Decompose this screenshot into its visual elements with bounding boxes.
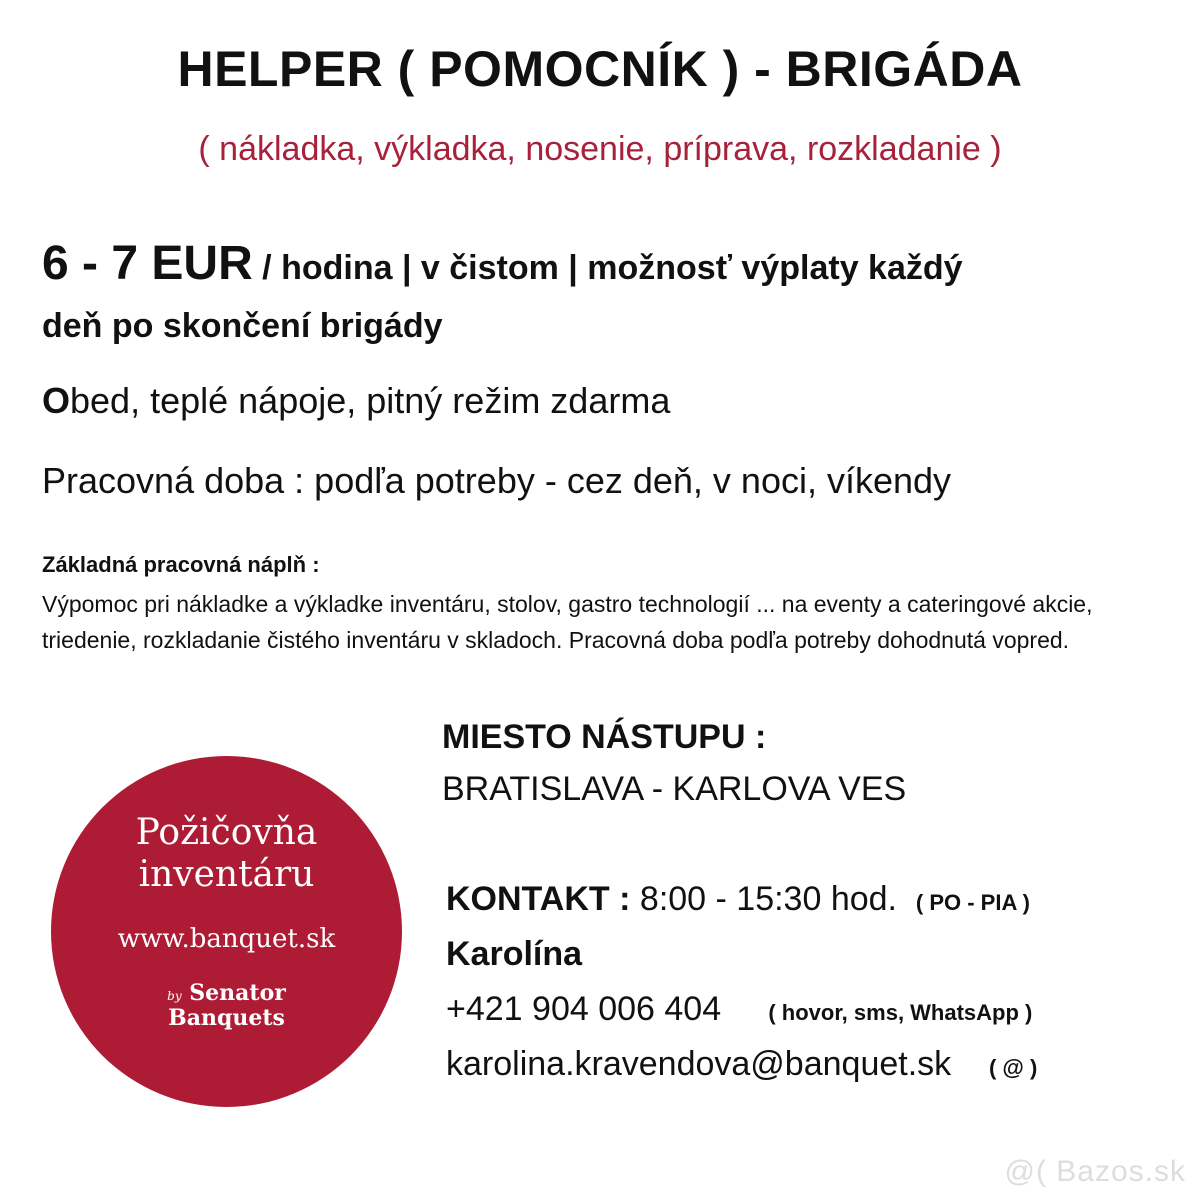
duties-text: Výpomoc pri nákladke a výkladke inventáru, stolov, gastro technologií ... na eventy a cateringové akcie, triedenie, rozkladanie čistého inventáru v skladoch. Pracovná doba podľa potreby dohodnutá vopred. (42, 591, 1093, 653)
contact-email-row (446, 1045, 1037, 1084)
benefits (42, 380, 670, 422)
contact-hours-row (446, 880, 1030, 919)
company-logo (51, 756, 402, 1107)
working-hours: Pracovná doba : podľa potreby - cez deň, v noci, víkendy (42, 460, 952, 501)
logo-url: www.banquet.sk (117, 924, 336, 954)
watermark: @( Bazos.sk (1004, 1155, 1186, 1188)
wage-amount: 6 - 7 EUR (42, 237, 253, 290)
logo-line1: Požičovňa (135, 812, 318, 853)
duties-title: Základná pracovná náplň : (42, 552, 320, 577)
contact-phone-row (446, 990, 1032, 1029)
contact-days: ( PO - PIA ) (915, 890, 1030, 915)
contact-label: KONTAKT : (446, 880, 631, 918)
wage-details: / hodina | v čistom | možnosť výplaty každý (252, 249, 963, 287)
page-subtitle: ( nákladka, výkladka, nosenie, príprava, rozkladanie ) (198, 130, 1002, 168)
wage-info (42, 238, 963, 291)
logo-brand (51, 982, 402, 1029)
benefits-initial: O (42, 380, 71, 421)
benefits-text: bed, teplé nápoje, pitný režim zdarma (70, 380, 671, 421)
contact-name: Karolína (446, 935, 583, 973)
logo-line2: inventáru (138, 854, 315, 895)
wage-details-line2: deň po skončení brigády (42, 307, 443, 345)
contact-email[interactable]: karolina.kravendova@banquet.sk (446, 1045, 952, 1083)
logo-by: by (167, 989, 182, 1003)
contact-phone[interactable]: +421 904 006 404 (446, 990, 722, 1028)
contact-phone-note: ( hovor, sms, WhatsApp ) (768, 1000, 1033, 1025)
logo-brand-line2: Banquets (168, 1005, 285, 1031)
logo-brand-line1: Senator (189, 980, 286, 1006)
page-title: HELPER ( POMOCNÍK ) - BRIGÁDA (177, 41, 1023, 97)
contact-hours: 8:00 - 15:30 hod. (639, 880, 897, 918)
start-location-value: BRATISLAVA - KARLOVA VES (442, 770, 907, 808)
start-location-label: MIESTO NÁSTUPU : (442, 718, 767, 756)
contact-email-note: ( @ ) (988, 1055, 1038, 1080)
